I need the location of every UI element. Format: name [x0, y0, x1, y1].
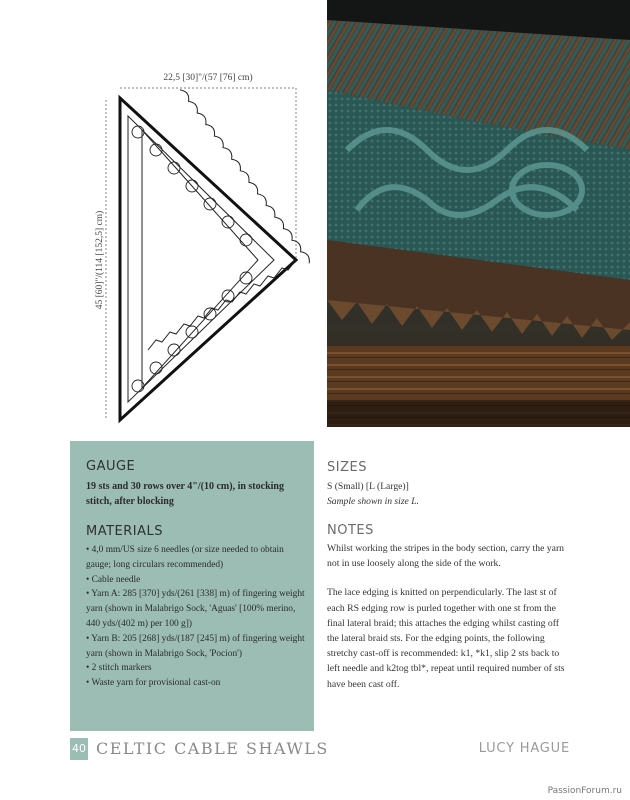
materials-item: • 4,0 mm/US size 6 needles (or size needed to obtain gauge; long circulars recommended): [86, 543, 308, 573]
sample-size-note: Sample shown in size L.: [327, 496, 419, 507]
book-title: CELTIC CABLE SHAWLS: [96, 739, 329, 758]
height-dimension-label: 45 [60]"/(114 [152,5] cm): [95, 210, 105, 310]
lace-edge-bottom: [148, 260, 296, 350]
sizes-heading: SIZES: [327, 460, 367, 475]
shawl-photo-illustration: [327, 0, 630, 427]
watermark: PassionForum.ru: [547, 786, 622, 796]
materials-heading: MATERIALS: [86, 524, 164, 539]
shawl-schematic: [80, 60, 320, 440]
notes-heading: NOTES: [327, 523, 374, 538]
materials-list: [86, 543, 308, 691]
lace-edge-top: [180, 84, 310, 270]
materials-item: • Yarn A: 285 [370] yds/(261 [338] m) of fingering weight yarn (shown in Malabrigo Sock, 'Aguas' [100% merino, 440 yds/(402 m) per 100 g]): [86, 587, 308, 631]
notes-paragraph: The lace edging is knitted on perpendicularly. The last st of each RS edging row is purled together with one st from the final lateral braid; this attaches the edging whilst casting off the lateral braid sts. For the edging points, the following stretchy cast-off is recommended: k1, *k1, slip 2 sts back to left needle and k2tog tbl*, repeat until required number of sts have been cast off.: [327, 587, 565, 690]
schematic-svg: [80, 60, 320, 440]
author-name: LUCY HAGUE: [478, 741, 570, 756]
materials-item: • Cable needle: [86, 573, 308, 588]
shawl-photo: [327, 0, 630, 427]
materials-item: • 2 stitch markers: [86, 661, 308, 676]
celtic-knots-bottom: [132, 272, 252, 392]
materials-item: • Waste yarn for provisional cast-on: [86, 676, 308, 691]
right-column: [327, 460, 572, 692]
gauge-text: 19 sts and 30 rows over 4"/(10 cm), in stocking stitch, after blocking: [86, 481, 284, 507]
page-number: 40: [70, 738, 88, 760]
width-dimension-label: 22,5 [30]"/(57 [76] cm): [163, 73, 253, 83]
page-footer: [70, 738, 570, 760]
braid-band-outer: [128, 116, 274, 402]
sizes-text: S (Small) [L (Large)]: [327, 481, 409, 492]
gauge-heading: GAUGE: [86, 459, 136, 474]
shawl-outline: [120, 98, 296, 420]
materials-item: • Yarn B: 205 [268] yds/(187 [245] m) of fingering weight yarn (shown in Malabrigo Sock, 'Pocion'): [86, 632, 308, 662]
notes-paragraph: Whilst working the stripes in the body section, carry the yarn not in use loosely along the side of the work.: [327, 543, 565, 570]
info-box: [70, 441, 314, 731]
